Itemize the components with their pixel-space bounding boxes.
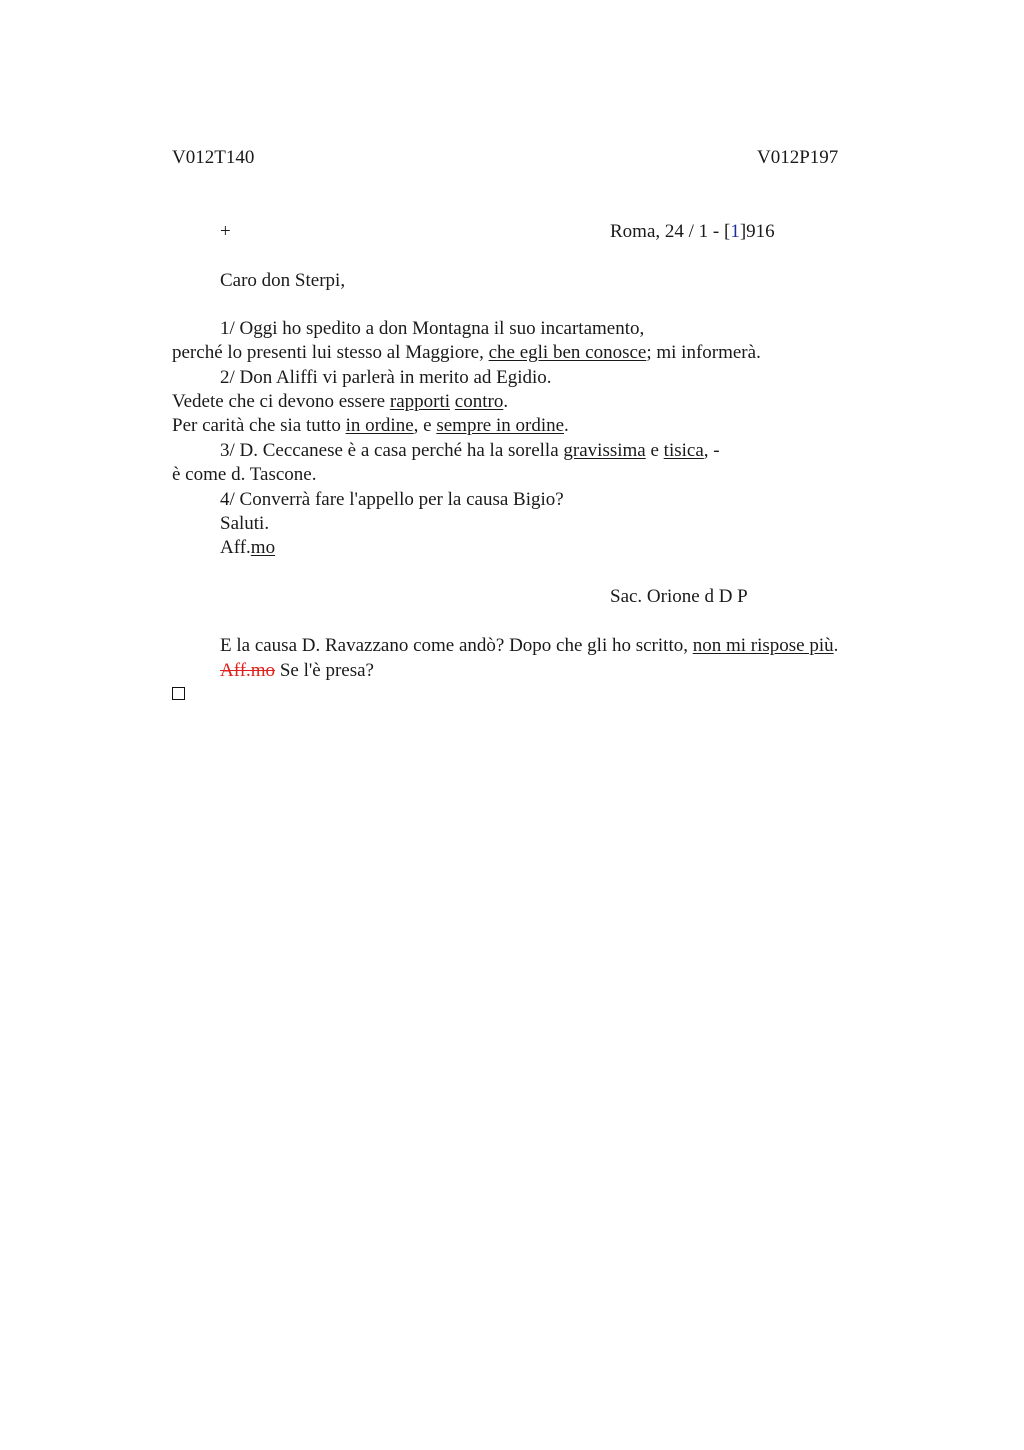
document-code-left: V012T140 <box>172 147 255 168</box>
text-span: Per carità che sia tutto <box>172 415 346 436</box>
underlined-text: mo <box>250 537 276 558</box>
paragraph-3-line-1 <box>220 440 720 462</box>
salutation: Caro don Sterpi, <box>220 270 346 291</box>
text-span: Vedete che ci devono essere <box>172 391 390 412</box>
greeting: Saluti. <box>220 513 270 534</box>
paragraph-4-line-1: 4/ Converrà fare l'appello per la causa Bigio? <box>220 489 564 510</box>
text-span: . <box>503 391 509 412</box>
text-span: , e <box>413 415 437 436</box>
paragraph-1-line-1: 1/ Oggi ho spedito a don Montagna il suo incartamento, <box>220 318 645 339</box>
cross-mark: + <box>220 221 231 242</box>
underlined-text: rapporti <box>389 391 451 412</box>
underlined-text: che egli ben conosce <box>488 342 647 363</box>
text-span: Aff. <box>220 537 251 558</box>
date-prefix: Roma, 24 / 1 - [ <box>610 221 731 242</box>
paragraph-2-line-3 <box>172 415 569 437</box>
postscript-line-1 <box>220 635 838 657</box>
postscript-line-2 <box>220 660 374 682</box>
text-span: ; mi informerà. <box>646 342 761 363</box>
underlined-text: contro <box>454 391 504 412</box>
text-span: Se l'è presa? <box>275 660 374 681</box>
text-span: e <box>645 440 664 461</box>
letter-date <box>610 221 775 243</box>
underlined-text: gravissima <box>563 440 646 461</box>
struck-text: Aff.mo <box>220 660 276 681</box>
text-span: , - <box>703 440 720 461</box>
paragraph-2-line-2 <box>172 391 508 413</box>
text-span: 3/ D. Ceccanese è a casa perché ha la sorella <box>220 440 564 461</box>
paragraph-1-line-2 <box>172 342 761 364</box>
underlined-text: non mi rispose più <box>692 635 834 656</box>
signature: Sac. Orione d D P <box>610 586 748 607</box>
paragraph-3-line-2: è come d. Tascone. <box>172 464 317 485</box>
date-suffix: ]916 <box>739 221 775 242</box>
square-box-icon <box>172 687 185 700</box>
date-inserted-digit: 1 <box>730 221 740 242</box>
underlined-text: tisica <box>663 440 704 461</box>
paragraph-2-line-1: 2/ Don Aliffi vi parlerà in merito ad Egidio. <box>220 367 552 388</box>
text-span: . <box>564 415 569 436</box>
text-span: . <box>833 635 839 656</box>
text-span: perché lo presenti lui stesso al Maggiore, <box>172 342 489 363</box>
text-span: E la causa D. Ravazzano come andò? Dopo che gli ho scritto, <box>220 635 693 656</box>
underlined-text: in ordine <box>345 415 414 436</box>
closing <box>220 537 275 559</box>
document-code-right: V012P197 <box>757 147 839 168</box>
underlined-text: sempre in ordine <box>436 415 565 436</box>
